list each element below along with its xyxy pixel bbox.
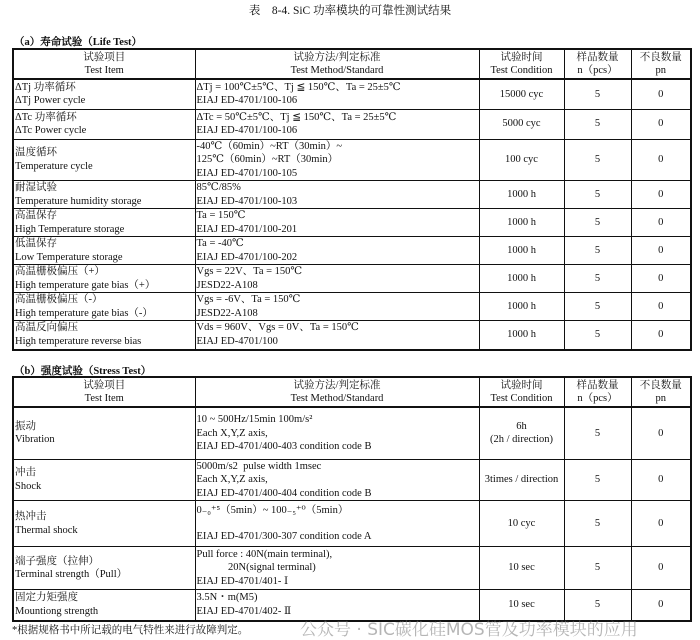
table-row — [13, 139, 691, 181]
life-test-table — [12, 48, 692, 351]
sample-count: 5 — [564, 407, 631, 459]
failure-count: 0 — [631, 79, 691, 109]
failure-count: 0 — [631, 139, 691, 181]
test-method: 0₋₀⁺⁵（5min）~ 100₋₅⁺⁰（5min） EIAJ ED-4701/300-307 condition code A — [195, 501, 479, 547]
sample-count: 5 — [564, 209, 631, 237]
header-condition: 试验时间 Test Condition — [479, 377, 564, 407]
failure-count: 0 — [631, 459, 691, 501]
table-row — [13, 265, 691, 293]
test-condition: 1000 h — [479, 265, 564, 293]
failure-count: 0 — [631, 407, 691, 459]
header-item: 试验项目 Test Item — [13, 49, 195, 79]
section-life-label: （a）寿命试验（Life Test） — [14, 37, 143, 48]
table-row — [13, 501, 691, 547]
table-row — [13, 547, 691, 590]
sample-count: 5 — [564, 459, 631, 501]
test-condition: 1000 h — [479, 237, 564, 265]
footnote: *根据规格书中所记载的电气特性来进行故障判定。 — [12, 625, 249, 636]
test-method: ΔTj = 100℃±5℃、Tj ≦ 150℃、Ta = 25±5℃ EIAJ ED-4701/100-106 — [195, 79, 479, 109]
sample-count: 5 — [564, 547, 631, 590]
test-condition: 1000 h — [479, 209, 564, 237]
test-method: 85℃/85% EIAJ ED-4701/100-103 — [195, 181, 479, 209]
header-failures: 不良数量 pn — [631, 49, 691, 79]
header-row — [13, 49, 691, 79]
failure-count: 0 — [631, 321, 691, 350]
header-item: 试验项目 Test Item — [13, 377, 195, 407]
header-method: 试验方法/判定标准 Test Method/Standard — [195, 49, 479, 79]
failure-count: 0 — [631, 209, 691, 237]
sample-count: 5 — [564, 321, 631, 350]
failure-count: 0 — [631, 501, 691, 547]
sample-count: 5 — [564, 79, 631, 109]
header-condition: 试验时间 Test Condition — [479, 49, 564, 79]
test-item: 高温栅极偏压（+） High temperature gate bias（+） — [13, 265, 195, 293]
failure-count: 0 — [631, 181, 691, 209]
test-item: ΔTc 功率循环 ΔTc Power cycle — [13, 109, 195, 139]
table-row — [13, 321, 691, 350]
test-item: 高温保存 High Temperature storage — [13, 209, 195, 237]
sample-count: 5 — [564, 265, 631, 293]
test-condition: 1000 h — [479, 321, 564, 350]
failure-count: 0 — [631, 265, 691, 293]
failure-count: 0 — [631, 237, 691, 265]
failure-count: 0 — [631, 547, 691, 590]
table-row — [13, 293, 691, 321]
test-method: -40℃（60min）~RT（30min）~ 125℃（60min）~RT（30min） EIAJ ED-4701/100-105 — [195, 139, 479, 181]
sample-count: 5 — [564, 590, 631, 621]
table-row — [13, 109, 691, 139]
test-method: Vgs = 22V、Ta = 150℃ JESD22-A108 — [195, 265, 479, 293]
test-method: 5000m/s2 pulse width 1msec Each X,Y,Z axis, EIAJ ED-4701/400-404 condition code B — [195, 459, 479, 501]
table-title: 表 8-4. SiC 功率模块的可靠性测试结果 — [248, 5, 452, 17]
test-item: 高温栅极偏压（-） High temperature gate bias（-） — [13, 293, 195, 321]
test-condition: 3times / direction — [479, 459, 564, 501]
test-item: 热冲击 Thermal shock — [13, 501, 195, 547]
table-row — [13, 181, 691, 209]
table-row — [13, 590, 691, 621]
table-row — [13, 407, 691, 459]
header-row — [13, 377, 691, 407]
test-item: 温度循环 Temperature cycle — [13, 139, 195, 181]
test-method: Vds = 960V、Vgs = 0V、Ta = 150℃ EIAJ ED-4701/100 — [195, 321, 479, 350]
test-condition: 15000 cyc — [479, 79, 564, 109]
sample-count: 5 — [564, 237, 631, 265]
sample-count: 5 — [564, 139, 631, 181]
test-item: ΔTj 功率循环 ΔTj Power cycle — [13, 79, 195, 109]
test-item: 端子强度（拉伸） Terminal strength（Pull） — [13, 547, 195, 590]
watermark: 公众号 · SIC碳化硅MOS管及功率模块的应用 — [300, 620, 638, 640]
section-stress-label: （b）强度试验（Stress Test） — [14, 366, 152, 377]
test-item: 耐湿试验 Temperature humidity storage — [13, 181, 195, 209]
header-method: 试验方法/判定标准 Test Method/Standard — [195, 377, 479, 407]
test-condition: 10 cyc — [479, 501, 564, 547]
test-item: 低温保存 Low Temperature storage — [13, 237, 195, 265]
header-samples: 样品数量 n（pcs） — [564, 49, 631, 79]
test-item: 固定力矩强度 Mountiong strength — [13, 590, 195, 621]
failure-count: 0 — [631, 293, 691, 321]
test-method: 10 ~ 500Hz/15min 100m/s² Each X,Y,Z axis, EIAJ ED-4701/400-403 condition code B — [195, 407, 479, 459]
test-condition: 1000 h — [479, 181, 564, 209]
test-condition: 10 sec — [479, 547, 564, 590]
test-condition: 100 cyc — [479, 139, 564, 181]
header-failures: 不良数量 pn — [631, 377, 691, 407]
sample-count: 5 — [564, 181, 631, 209]
test-method: Ta = 150℃ EIAJ ED-4701/100-201 — [195, 209, 479, 237]
table-row — [13, 79, 691, 109]
table-row — [13, 459, 691, 501]
header-samples: 样品数量 n（pcs） — [564, 377, 631, 407]
sample-count: 5 — [564, 293, 631, 321]
test-method: 3.5N・m(M5) EIAJ ED-4701/402- Ⅱ — [195, 590, 479, 621]
test-method: ΔTc = 50℃±5℃、Tj ≦ 150℃、Ta = 25±5℃ EIAJ ED-4701/100-106 — [195, 109, 479, 139]
test-method: Ta = -40℃ EIAJ ED-4701/100-202 — [195, 237, 479, 265]
test-method: Vgs = -6V、Ta = 150℃ JESD22-A108 — [195, 293, 479, 321]
test-condition: 10 sec — [479, 590, 564, 621]
test-method: Pull force : 40N(main terminal), 20N(signal terminal) EIAJ ED-4701/401- Ⅰ — [195, 547, 479, 590]
failure-count: 0 — [631, 109, 691, 139]
table-row — [13, 209, 691, 237]
sample-count: 5 — [564, 501, 631, 547]
table-row — [13, 237, 691, 265]
test-condition: 5000 cyc — [479, 109, 564, 139]
test-item: 高温反向偏压 High temperature reverse bias — [13, 321, 195, 350]
test-condition: 6h (2h / direction) — [479, 407, 564, 459]
stress-test-table — [12, 376, 692, 622]
test-item: 冲击 Shock — [13, 459, 195, 501]
test-condition: 1000 h — [479, 293, 564, 321]
sample-count: 5 — [564, 109, 631, 139]
failure-count: 0 — [631, 590, 691, 621]
test-item: 振动 Vibration — [13, 407, 195, 459]
